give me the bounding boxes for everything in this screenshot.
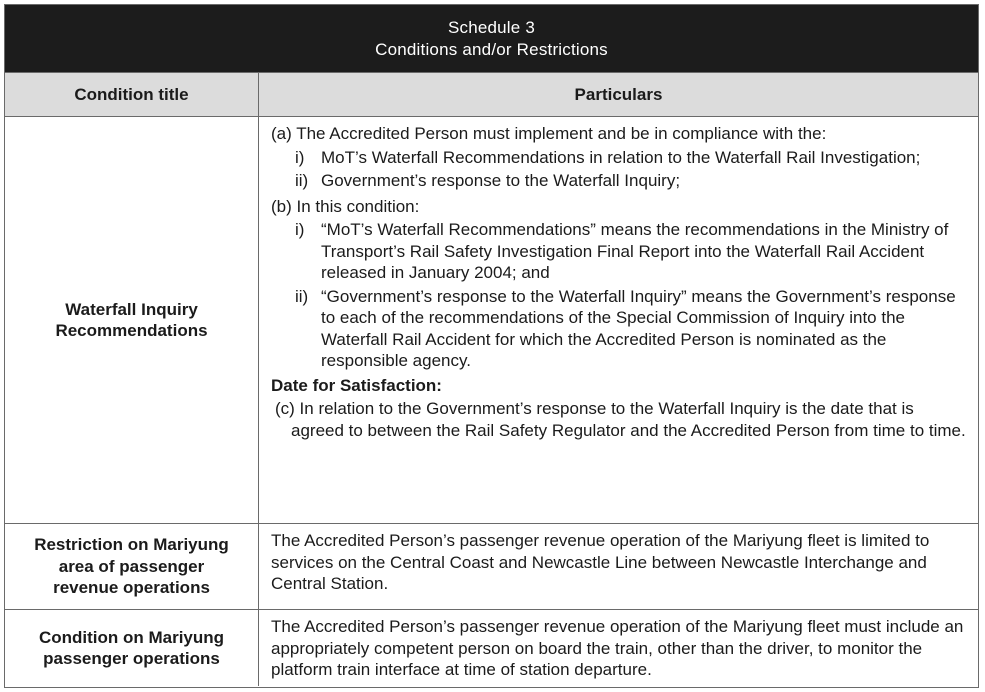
- particulars-cell: [259, 524, 978, 609]
- table-header: [5, 72, 978, 117]
- header-particulars: Particulars: [574, 84, 663, 104]
- clause-a-item: [271, 147, 968, 169]
- item-text: Government’s response to the Waterfall Inquiry;: [321, 171, 681, 190]
- item-number: i): [295, 147, 305, 167]
- particulars-text: The Accredited Person’s passenger revenue operation of the Mariyung fleet is limited to services on the Central Coast and Newcastle Line between Newcastle Interchange and Central Station.: [271, 531, 930, 593]
- condition-title-cell: [5, 610, 259, 686]
- schedule-banner: [5, 5, 978, 72]
- condition-title: Condition on Mariyung passenger operations: [38, 627, 225, 668]
- clause-b-item: [271, 219, 968, 284]
- particulars-text: The Accredited Person’s passenger revenue operation of the Mariyung fleet must include an appropriately competent person on board the train, other than the driver, to monitor the platform train interface at time of station departure.: [271, 617, 964, 679]
- item-number: ii): [295, 286, 309, 306]
- header-condition-title: Condition title: [5, 73, 259, 116]
- condition-title: Waterfall Inquiry Recommendations: [55, 299, 208, 340]
- table-row: [5, 117, 978, 524]
- clause-b-item: [271, 286, 968, 372]
- condition-title-cell: [5, 117, 259, 523]
- clause-b-intro: (b) In this condition:: [271, 196, 420, 216]
- schedule-table: [4, 4, 979, 688]
- table-row: [5, 524, 978, 610]
- schedule-title: Schedule 3: [447, 18, 536, 37]
- date-for-satisfaction-heading: Date for Satisfaction:: [271, 375, 442, 395]
- item-number: i): [295, 220, 305, 239]
- condition-title: Restriction on Mariyung area of passenger revenue operations: [34, 535, 229, 598]
- condition-title-cell: [5, 524, 259, 609]
- item-text: “MoT’s Waterfall Recommendations” means the recommendations in the Ministry of Transport’s Rail Safety Investigation Final Report into the Waterfall Rail Accident released in January 2004; and: [321, 220, 949, 282]
- table-row: [5, 610, 978, 686]
- clause-a-item: [271, 170, 968, 192]
- item-text: “Government’s response to the Waterfall Inquiry” means the Government’s response to each of the recommendations of the Special Commission of Inquiry into the Waterfall Rail Accident for which the Accredited Person is nominated as the responsible agency.: [321, 286, 956, 370]
- schedule-subtitle: Conditions and/or Restrictions: [375, 40, 608, 59]
- item-number: ii): [295, 171, 309, 190]
- clause-a-intro: (a) The Accredited Person must implement and be in compliance with the:: [271, 124, 827, 143]
- particulars-cell: [259, 610, 978, 686]
- particulars-cell: [259, 117, 978, 523]
- item-text: MoT’s Waterfall Recommendations in relation to the Waterfall Rail Investigation;: [321, 147, 921, 167]
- clause-c: (c) In relation to the Government’s response to the Waterfall Inquiry is the date that is agreed to between the Rail Safety Regulator and the Accredited Person from time to time.: [275, 399, 966, 440]
